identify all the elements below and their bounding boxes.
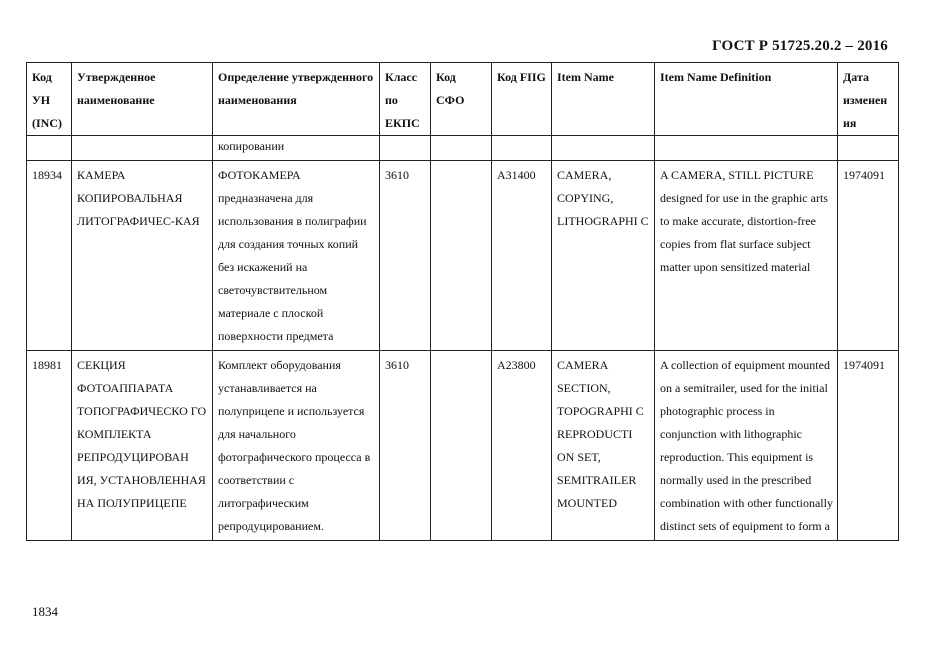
header-change-date: Дата изменен ия <box>838 63 899 136</box>
item-definition-cell: A CAMERA, STILL PICTURE designed for use in the graphic arts to make accurate, distortion-free copies from flat surface subject matter upon sensitized material <box>655 161 838 351</box>
definition-cell: ФОТОКАМЕРА предназначена для использования в полиграфии для создания точных копий без искажений на светочувствительном материале с плоской поверхности предмета <box>213 161 380 351</box>
approved-name-cell: КАМЕРА КОПИРОВАЛЬНАЯ ЛИТОГРАФИЧЕС-КАЯ <box>72 161 213 351</box>
item-name-cell: CAMERA SECTION, TOPOGRAPHI C REPRODUCTI ON SET, SEMITRAILER MOUNTED <box>552 351 655 541</box>
item-definition-cell: A collection of equipment mounted on a semitrailer, used for the initial photographic process in conjunction with lithographic reproduction. This equipment is normally used in the prescribed combination with other functionally distinct sets of equipment to form a <box>655 351 838 541</box>
header-inc: Код УН (INC) <box>27 63 72 136</box>
header-item-name: Item Name <box>552 63 655 136</box>
table-row <box>27 351 899 541</box>
class-cell: 3610 <box>380 351 431 541</box>
class-cell: 3610 <box>380 161 431 351</box>
sfo-cell <box>431 161 492 351</box>
inc-cell: 18981 <box>27 351 72 541</box>
fiig-cell: A23800 <box>492 351 552 541</box>
fiig-cell: A31400 <box>492 161 552 351</box>
date-cell: 1974091 <box>838 351 899 541</box>
approved-name-cell: СЕКЦИЯ ФОТОАППАРАТА ТОПОГРАФИЧЕСКО ГО КОМПЛЕКТА РЕПРОДУЦИРОВАН ИЯ, УСТАНОВЛЕННАЯ НА ПОЛУПРИЦЕПЕ <box>72 351 213 541</box>
table-row <box>27 161 899 351</box>
header-sfo-code: Код СФО <box>431 63 492 136</box>
table-header-row <box>27 63 899 136</box>
item-name-cell: CAMERA, COPYING, LITHOGRAPHI C <box>552 161 655 351</box>
date-cell: 1974091 <box>838 161 899 351</box>
definition-cell: Комплект оборудования устанавливается на полуприцепе и используется для начального фотографического процесса в соответствии с литографическим репродуцированием. <box>213 351 380 541</box>
page-number: 1834 <box>32 604 58 619</box>
header-approved-name: Утвержденное наименование <box>72 63 213 136</box>
item-name-table <box>26 62 899 541</box>
table-row-continuation <box>27 136 899 161</box>
standard-designation: ГОСТ Р 51725.20.2 – 2016 <box>712 38 888 54</box>
inc-cell: 18934 <box>27 161 72 351</box>
definition-continuation: копировании <box>213 136 380 161</box>
header-item-name-definition: Item Name Definition <box>655 63 838 136</box>
header-ekps-class: Класс по ЕКПС <box>380 63 431 136</box>
header-fiig-code: Код FIIG <box>492 63 552 136</box>
header-definition: Определение утвержденного наименования <box>213 63 380 136</box>
sfo-cell <box>431 351 492 541</box>
